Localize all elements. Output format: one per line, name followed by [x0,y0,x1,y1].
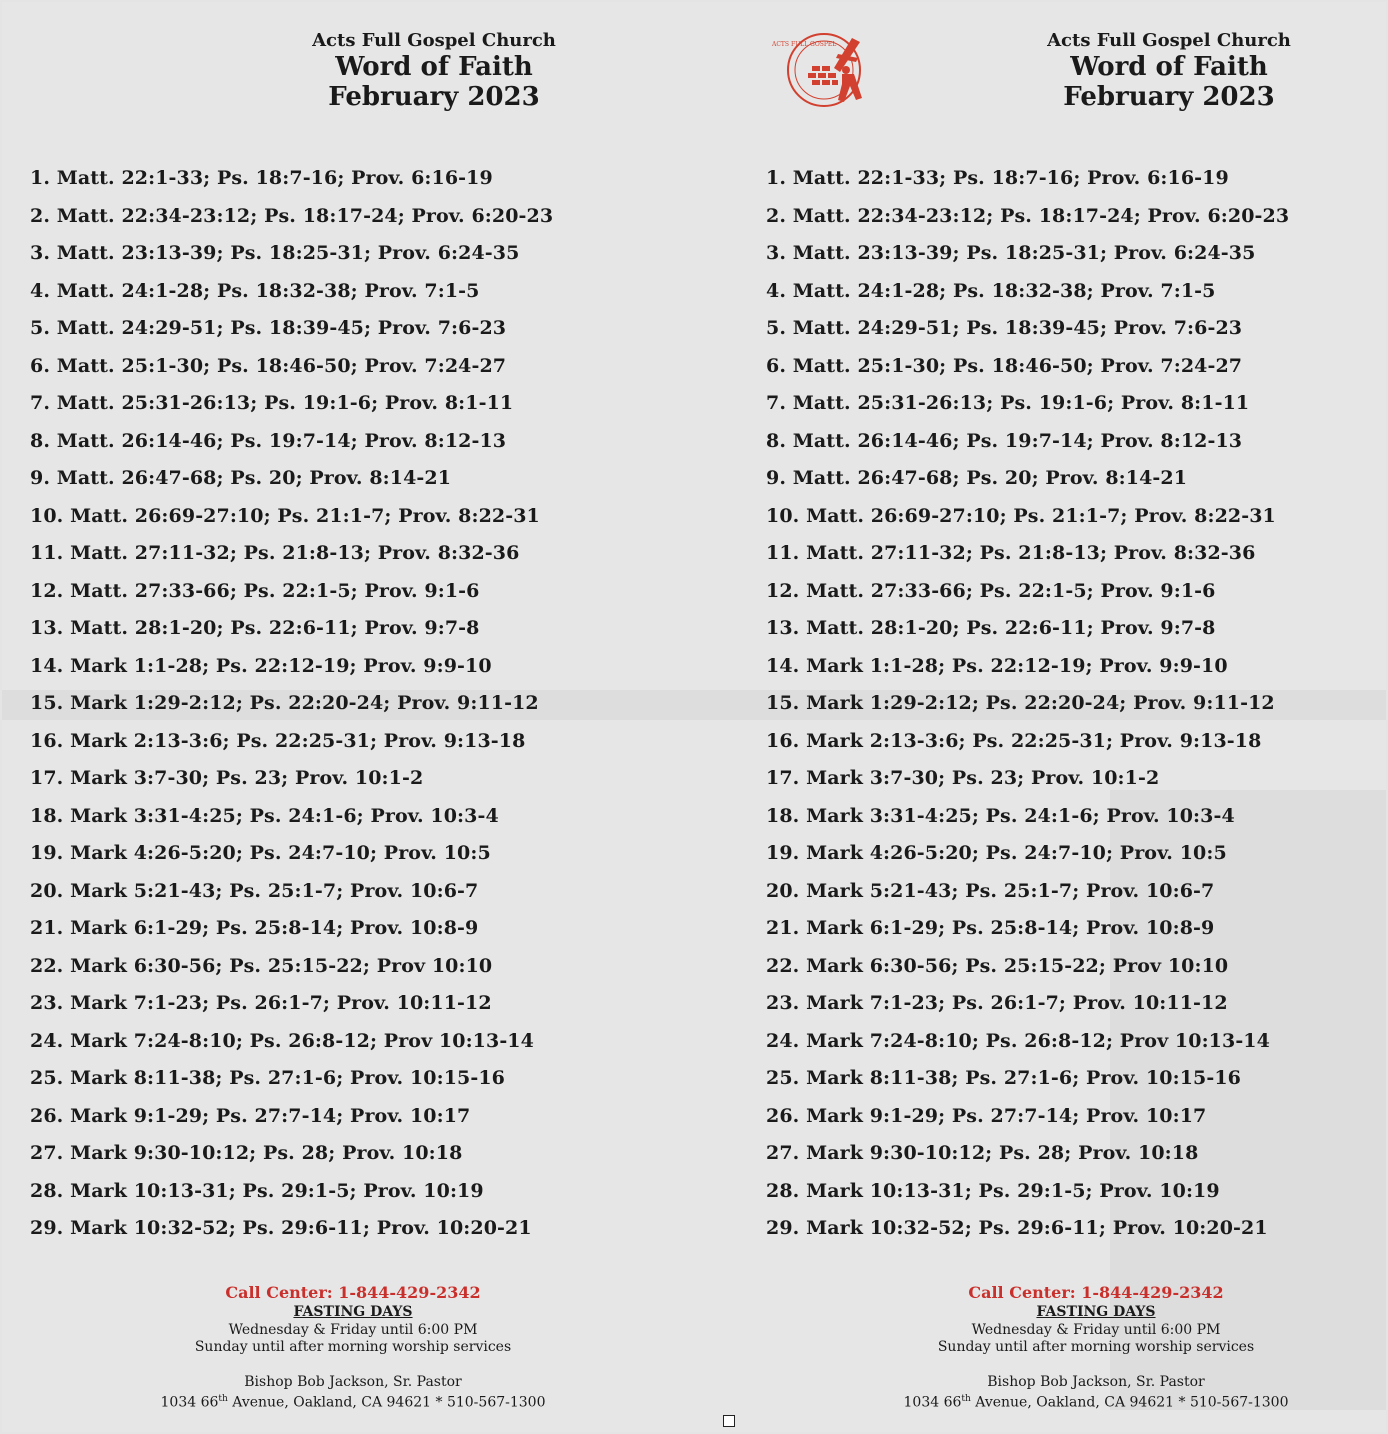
reading-item: 25. Mark 8:11-38; Ps. 27:1-6; Prov. 10:15-16 [30,1067,506,1089]
reading-item: 23. Mark 7:1-23; Ps. 26:1-7; Prov. 10:11-12 [766,992,1228,1014]
reading-item: 18. Mark 3:31-4:25; Ps. 24:1-6; Prov. 10:3-4 [766,804,1235,827]
footer-spacer [886,1357,1306,1374]
reading-item: 17. Mark 3:7-30; Ps. 23; Prov. 10:1-2 [30,767,424,789]
reading-item: 7. Matt. 25:31-26:13; Ps. 19:1-6; Prov. 8:1-11 [766,392,1250,414]
bulletin-footer [143,1282,563,1412]
call-center-number: Call Center: 1-844-429-2342 [225,1283,481,1302]
pastor-name: Bishop Bob Jackson, Sr. Pastor [987,1373,1205,1390]
reading-item: 19. Mark 4:26-5:20; Ps. 24:7-10; Prov. 10:5 [766,842,1227,864]
reading-item: 4. Matt. 24:1-28; Ps. 18:32-38; Prov. 7:1-5 [766,279,1216,302]
reading-item: 2. Matt. 22:34-23:12; Ps. 18:17-24; Prov. 6:20-23 [30,204,554,227]
reading-item: 21. Mark 6:1-29; Ps. 25:8-14; Prov. 10:8-9 [766,917,1215,939]
logo-text: ACTS FULL GOSPEL [772,41,837,48]
church-name: Acts Full Gospel Church [1047,30,1291,51]
reading-item: 11. Matt. 27:11-32; Ps. 21:8-13; Prov. 8:32-36 [30,542,520,564]
reading-item: 15. Mark 1:29-2:12; Ps. 22:20-24; Prov. 9:11-12 [30,692,539,714]
reading-item: 22. Mark 6:30-56; Ps. 25:15-22; Prov 10:10 [30,954,493,977]
bulletin-month: February 2023 [328,82,540,112]
fasting-line: Wednesday & Friday until 6:00 PM [971,1321,1221,1338]
reading-item: 26. Mark 9:1-29; Ps. 27:7-14; Prov. 10:17 [766,1104,1207,1127]
reading-item: 23. Mark 7:1-23; Ps. 26:1-7; Prov. 10:11-12 [30,992,492,1014]
fasting-line: Wednesday & Friday until 6:00 PM [228,1321,478,1338]
reading-item: 6. Matt. 25:1-30; Ps. 18:46-50; Prov. 7:24-27 [30,354,507,377]
reading-item: 2. Matt. 22:34-23:12; Ps. 18:17-24; Prov. 6:20-23 [766,204,1290,227]
address-suffix: th [961,1394,971,1404]
reading-item: 26. Mark 9:1-29; Ps. 27:7-14; Prov. 10:17 [30,1104,471,1127]
reading-item: 7. Matt. 25:31-26:13; Ps. 19:1-6; Prov. 8:1-11 [30,392,514,414]
reading-item: 18. Mark 3:31-4:25; Ps. 24:1-6; Prov. 10:3-4 [30,804,499,827]
address-number: 1034 66 [903,1394,962,1411]
reading-item: 5. Matt. 24:29-51; Ps. 18:39-45; Prov. 7:6-23 [30,317,507,339]
address-rest: Avenue, Oakland, CA 94621 * 510-567-1300 [227,1394,546,1411]
reading-item: 16. Mark 2:13-3:6; Ps. 22:25-31; Prov. 9:13-18 [30,729,526,752]
reading-item: 9. Matt. 26:47-68; Ps. 20; Prov. 8:14-21 [30,467,452,489]
reading-item: 13. Matt. 28:1-20; Ps. 22:6-11; Prov. 9:7-8 [30,617,480,639]
church-address [886,1391,1306,1412]
reading-item: 16. Mark 2:13-3:6; Ps. 22:25-31; Prov. 9:13-18 [766,729,1262,752]
bottom-checkbox[interactable] [723,1415,735,1427]
reading-item: 12. Matt. 27:33-66; Ps. 22:1-5; Prov. 9:1-6 [30,579,480,602]
church-name: Acts Full Gospel Church [312,30,556,51]
reading-item: 25. Mark 8:11-38; Ps. 27:1-6; Prov. 10:15-16 [766,1067,1242,1089]
reading-item: 24. Mark 7:24-8:10; Ps. 26:8-12; Prov 10:13-14 [30,1029,534,1052]
footer-spacer [143,1357,563,1374]
reading-item: 6. Matt. 25:1-30; Ps. 18:46-50; Prov. 7:24-27 [766,354,1243,377]
reading-item: 28. Mark 10:13-31; Ps. 29:1-5; Prov. 10:19 [766,1179,1220,1202]
reading-item: 17. Mark 3:7-30; Ps. 23; Prov. 10:1-2 [766,767,1160,789]
reading-item: 8. Matt. 26:14-46; Ps. 19:7-14; Prov. 8:12-13 [766,429,1243,452]
reading-item: 4. Matt. 24:1-28; Ps. 18:32-38; Prov. 7:1-5 [30,279,480,302]
address-suffix: th [218,1394,228,1404]
reading-item: 13. Matt. 28:1-20; Ps. 22:6-11; Prov. 9:7-8 [766,617,1216,639]
reading-item: 14. Mark 1:1-28; Ps. 22:12-19; Prov. 9:9-10 [766,654,1228,677]
reading-item: 24. Mark 7:24-8:10; Ps. 26:8-12; Prov 10:13-14 [766,1029,1270,1052]
reading-item: 9. Matt. 26:47-68; Ps. 20; Prov. 8:14-21 [766,467,1188,489]
church-logo-icon [768,28,880,112]
reading-list [30,160,553,1248]
fasting-line: Sunday until after morning worship services [194,1339,512,1355]
reading-item: 22. Mark 6:30-56; Ps. 25:15-22; Prov 10:10 [766,954,1229,977]
reading-item: 15. Mark 1:29-2:12; Ps. 22:20-24; Prov. 9:11-12 [766,692,1275,714]
bulletin-title: Word of Faith [335,52,533,82]
reading-item: 1. Matt. 22:1-33; Ps. 18:7-16; Prov. 6:16-19 [30,167,493,189]
bulletin-column-right [736,0,1388,1434]
reading-item: 8. Matt. 26:14-46; Ps. 19:7-14; Prov. 8:12-13 [30,429,507,452]
fasting-line: Sunday until after morning worship services [937,1339,1255,1355]
address-number: 1034 66 [160,1394,219,1411]
reading-item: 5. Matt. 24:29-51; Ps. 18:39-45; Prov. 7:6-23 [766,317,1243,339]
bulletin-month: February 2023 [1063,82,1275,112]
reading-item: 20. Mark 5:21-43; Ps. 25:1-7; Prov. 10:6-7 [30,879,479,902]
reading-item: 27. Mark 9:30-10:12; Ps. 28; Prov. 10:18 [30,1142,463,1164]
reading-item: 10. Matt. 26:69-27:10; Ps. 21:1-7; Prov. 8:22-31 [30,504,540,527]
reading-item: 11. Matt. 27:11-32; Ps. 21:8-13; Prov. 8:32-36 [766,542,1256,564]
reading-item: 19. Mark 4:26-5:20; Ps. 24:7-10; Prov. 10:5 [30,842,491,864]
bulletin-title: Word of Faith [1070,52,1268,82]
reading-item: 10. Matt. 26:69-27:10; Ps. 21:1-7; Prov. 8:22-31 [766,504,1276,527]
fasting-heading: FASTING DAYS [293,1304,413,1320]
reading-item: 29. Mark 10:32-52; Ps. 29:6-11; Prov. 10:20-21 [766,1217,1268,1239]
address-rest: Avenue, Oakland, CA 94621 * 510-567-1300 [970,1394,1289,1411]
fasting-heading: FASTING DAYS [1036,1304,1156,1320]
reading-item: 20. Mark 5:21-43; Ps. 25:1-7; Prov. 10:6-7 [766,879,1215,902]
reading-item: 28. Mark 10:13-31; Ps. 29:1-5; Prov. 10:19 [30,1179,484,1202]
bulletin-footer [886,1282,1306,1412]
reading-item: 3. Matt. 23:13-39; Ps. 18:25-31; Prov. 6:24-35 [766,242,1256,264]
reading-item: 29. Mark 10:32-52; Ps. 29:6-11; Prov. 10:20-21 [30,1217,532,1239]
reading-list [766,160,1289,1248]
reading-item: 21. Mark 6:1-29; Ps. 25:8-14; Prov. 10:8-9 [30,917,479,939]
call-center-number: Call Center: 1-844-429-2342 [968,1283,1224,1302]
reading-item: 27. Mark 9:30-10:12; Ps. 28; Prov. 10:18 [766,1142,1199,1164]
church-address [143,1391,563,1412]
reading-item: 14. Mark 1:1-28; Ps. 22:12-19; Prov. 9:9-10 [30,654,492,677]
reading-item: 12. Matt. 27:33-66; Ps. 22:1-5; Prov. 9:1-6 [766,579,1216,602]
reading-item: 3. Matt. 23:13-39; Ps. 18:25-31; Prov. 6:24-35 [30,242,520,264]
reading-item: 1. Matt. 22:1-33; Ps. 18:7-16; Prov. 6:16-19 [766,167,1229,189]
pastor-name: Bishop Bob Jackson, Sr. Pastor [244,1373,462,1390]
